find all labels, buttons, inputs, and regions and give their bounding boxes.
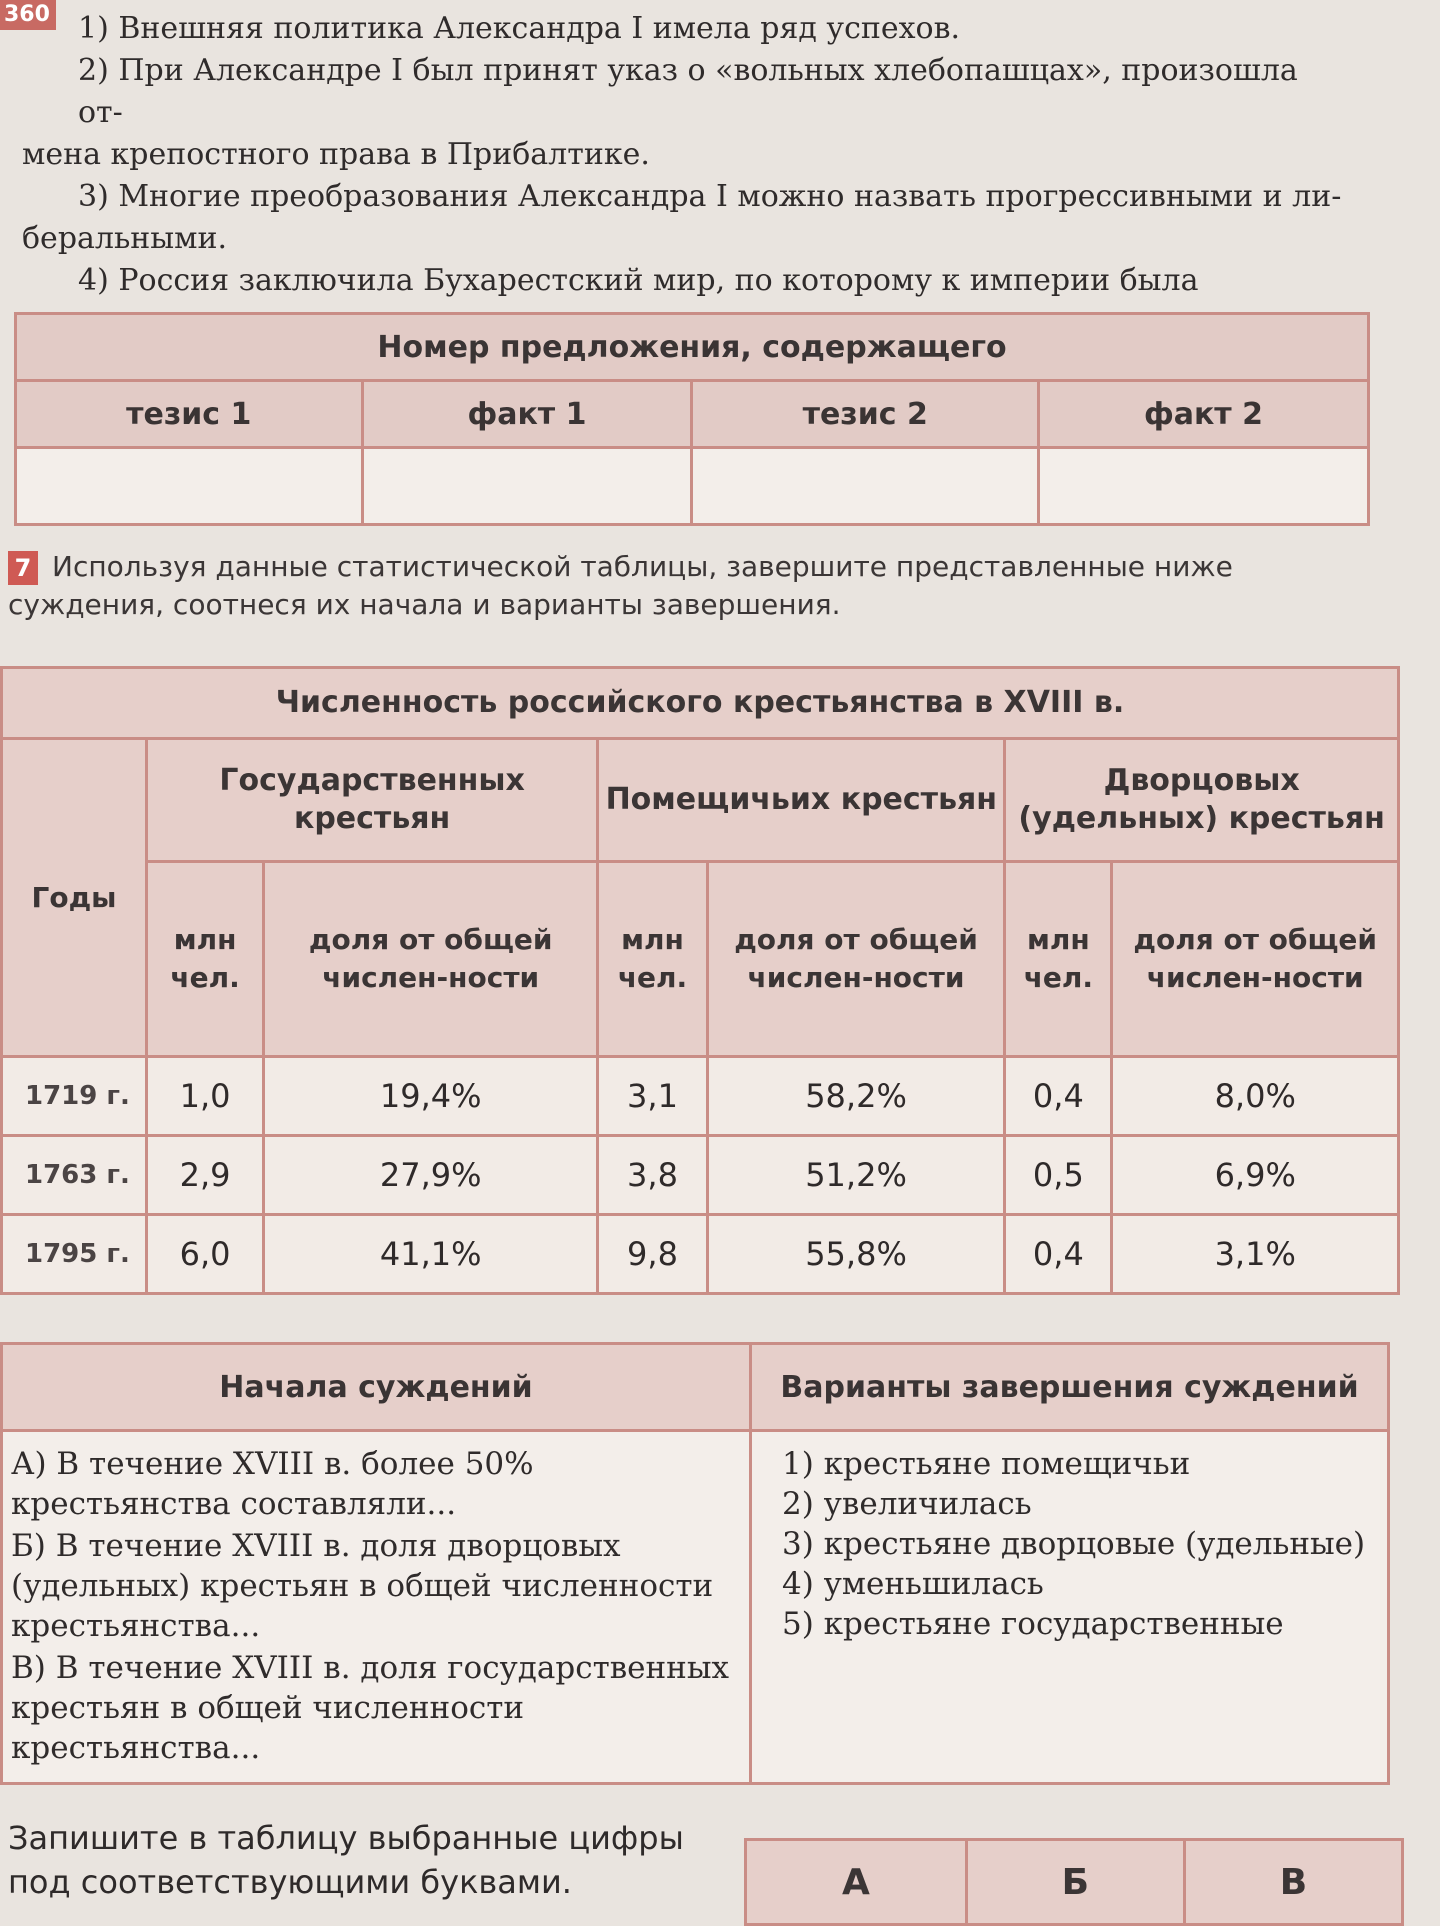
answer-letter-table	[744, 1838, 1404, 1926]
year-cell: 1763 г.	[2, 1136, 147, 1215]
option-item: 1) крестьяне помещичьи	[782, 1446, 1191, 1482]
sub-share-header: доля от общей числен-ности	[707, 862, 1005, 1057]
answer-cell-thesis-1[interactable]	[16, 448, 363, 525]
year-cell: 1719 г.	[2, 1057, 147, 1136]
column-thesis-1: тезис 1	[16, 381, 363, 448]
matching-table	[0, 1342, 1390, 1785]
statement-line: 2) При Александре I был принят указ о «вольных хлебопашцах», произошла от-	[78, 53, 1298, 130]
answer-cell-fact-1[interactable]	[362, 448, 692, 525]
option-item: 3) крестьяне дворцовые (удельные)	[782, 1526, 1366, 1562]
statement-line: 1) Внешняя политика Александра I имела ряд успехов.	[78, 11, 961, 46]
value-cell: 0,4	[1005, 1057, 1112, 1136]
value-cell: 19,4%	[264, 1057, 598, 1136]
statement-line: 3) Многие преобразования Александра I можно назвать прогрессивными и ли-	[78, 179, 1342, 214]
answer-letter-v[interactable]: В	[1184, 1840, 1402, 1925]
option-item: 5) крестьяне государственные	[782, 1606, 1284, 1642]
column-thesis-2: тезис 2	[692, 381, 1039, 448]
statement-line: мена крепостного права в Прибалтике.	[22, 137, 650, 172]
table-row	[2, 1136, 1399, 1215]
options-header: Варианты завершения суждений	[751, 1344, 1389, 1431]
value-cell: 1,0	[147, 1057, 264, 1136]
group-palace-peasants: Дворцовых (удельных) крестьян	[1005, 739, 1399, 862]
value-cell: 3,8	[598, 1136, 707, 1215]
task-7	[8, 548, 1388, 624]
task-number-badge: 7	[8, 551, 38, 585]
peasantry-stats-table	[0, 666, 1400, 1295]
beginning-a: А) В течение XVIII в. более 50% крестьянства составляли...	[11, 1446, 534, 1522]
thesis-table-header: Номер предложения, содержащего	[16, 314, 1369, 381]
stats-table-caption: Численность российского крестьянства в XVIII в.	[2, 668, 1399, 739]
footer-instruction: Запишите в таблицу выбранные цифры под соответствующими буквами.	[8, 1819, 684, 1901]
value-cell: 8,0%	[1112, 1057, 1399, 1136]
sub-count-header: млн чел.	[598, 862, 707, 1057]
option-item: 2) увеличилась	[782, 1486, 1032, 1522]
value-cell: 3,1	[598, 1057, 707, 1136]
value-cell: 6,0	[147, 1215, 264, 1294]
page-number: 360	[0, 0, 56, 30]
column-fact-1: факт 1	[362, 381, 692, 448]
options-list	[751, 1431, 1389, 1784]
beginning-b: Б) В течение XVIII в. доля дворцовых (удельных) крестьян в общей численности крестьянства...	[11, 1528, 714, 1644]
sub-share-header: доля от общей числен-ности	[264, 862, 598, 1057]
value-cell: 6,9%	[1112, 1136, 1399, 1215]
value-cell: 3,1%	[1112, 1215, 1399, 1294]
statement-line: 4) Россия заключила Бухарестский мир, по которому к империи была	[78, 263, 1199, 298]
sub-count-header: млн чел.	[147, 862, 264, 1057]
task-text: Используя данные статистической таблицы, завершите представленные ниже суждения, соотнеся их начала и варианты завершения.	[8, 550, 1233, 621]
beginning-v: В) В течение XVIII в. доля государственных крестьян в общей численности крестьянства...	[11, 1650, 729, 1766]
answer-letter-b[interactable]: Б	[966, 1840, 1184, 1925]
sub-share-header: доля от общей числен-ности	[1112, 862, 1399, 1057]
value-cell: 55,8%	[707, 1215, 1005, 1294]
beginnings-header: Начала суждений	[2, 1344, 751, 1431]
thesis-fact-table	[14, 312, 1370, 526]
table-row	[2, 1215, 1399, 1294]
value-cell: 58,2%	[707, 1057, 1005, 1136]
years-header: Годы	[2, 739, 147, 1057]
year-cell: 1795 г.	[2, 1215, 147, 1294]
group-landlord-peasants: Помещичьих крестьян	[598, 739, 1005, 862]
beginnings-list	[2, 1431, 751, 1784]
value-cell: 2,9	[147, 1136, 264, 1215]
value-cell: 51,2%	[707, 1136, 1005, 1215]
value-cell: 0,5	[1005, 1136, 1112, 1215]
sub-count-header: млн чел.	[1005, 862, 1112, 1057]
value-cell: 9,8	[598, 1215, 707, 1294]
table-row	[2, 1057, 1399, 1136]
column-fact-2: факт 2	[1038, 381, 1368, 448]
group-state-peasants: Государственных крестьян	[147, 739, 598, 862]
option-item: 4) уменьшилась	[782, 1566, 1044, 1602]
value-cell: 27,9%	[264, 1136, 598, 1215]
answer-cell-thesis-2[interactable]	[692, 448, 1039, 525]
value-cell: 0,4	[1005, 1215, 1112, 1294]
value-cell: 41,1%	[264, 1215, 598, 1294]
answer-letter-a[interactable]: А	[746, 1840, 967, 1925]
statement-line: беральными.	[22, 221, 228, 256]
answer-cell-fact-2[interactable]	[1038, 448, 1368, 525]
